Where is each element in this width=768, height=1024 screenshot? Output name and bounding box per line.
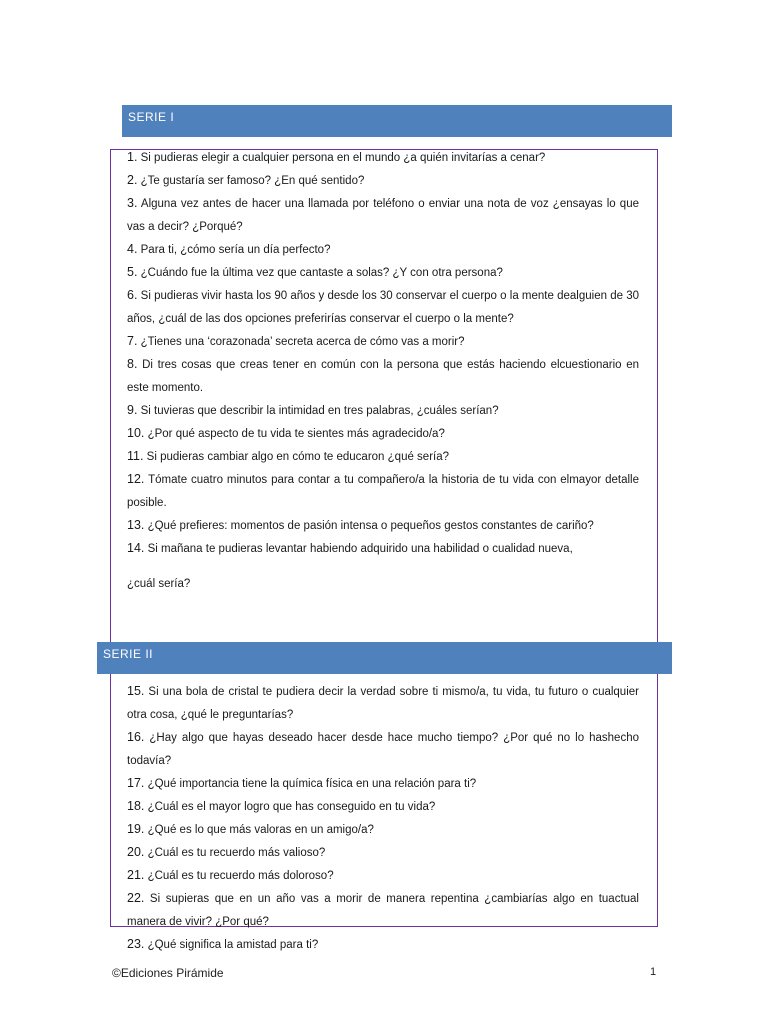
question-text: ¿cuál sería? xyxy=(127,578,191,590)
question-text: Si una bola de cristal te pudiera decir la verdad sobre ti mismo/a, tu vida, tu futuro o cualquier otra cosa, ¿qué le preguntarías? xyxy=(127,686,639,721)
question-item xyxy=(127,238,639,262)
question-number: 8. xyxy=(127,357,138,371)
question-text: Si supieras que en un año vas a morir de manera repentina ¿cambiarías algo en tuactual manera de vivir? ¿Por qué? xyxy=(127,893,639,928)
question-item xyxy=(127,818,639,842)
question-number: 23. xyxy=(127,937,145,951)
serie-1-header xyxy=(122,105,672,137)
serie-2-header xyxy=(97,642,672,674)
question-number: 7. xyxy=(127,334,138,348)
question-text: Si pudieras vivir hasta los 90 años y desde los 30 conservar el cuerpo o la mente dealguien de 30 años, ¿cuál de las dos opciones preferirías conservar el cuerpo o la mente? xyxy=(127,290,639,325)
question-item xyxy=(127,422,639,446)
question-item xyxy=(127,841,639,865)
serie-2-title: SERIE II xyxy=(103,647,154,661)
question-item xyxy=(127,399,639,423)
question-item xyxy=(127,468,639,515)
question-item xyxy=(127,680,639,727)
question-text: ¿Cuándo fue la última vez que cantaste a solas? ¿Y con otra persona? xyxy=(137,267,503,279)
question-item xyxy=(127,284,639,331)
question-text: Tómate cuatro minutos para contar a tu compañero/a la historia de tu vida con elmayor detalle posible. xyxy=(127,474,639,509)
publisher-footer: ©Ediciones Pirámide xyxy=(112,966,224,980)
page-number: 1 xyxy=(650,966,657,978)
question-number: 21. xyxy=(127,868,145,882)
question-number: 14. xyxy=(127,541,145,555)
question-number: 19. xyxy=(127,822,145,836)
question-number: 12. xyxy=(127,472,145,486)
question-item xyxy=(127,887,639,934)
question-text: Si mañana te pudieras levantar habiendo adquirido una habilidad o cualidad nueva, xyxy=(144,543,573,555)
question-item xyxy=(127,572,639,596)
question-text: ¿Por qué aspecto de tu vida te sientes más agradecido/a? xyxy=(144,428,445,440)
question-item xyxy=(127,864,639,888)
question-text: ¿Cuál es el mayor logro que has conseguido en tu vida? xyxy=(144,801,436,813)
question-number: 20. xyxy=(127,845,145,859)
question-item xyxy=(127,726,639,773)
question-text: Si tuvieras que describir la intimidad en tres palabras, ¿cuáles serían? xyxy=(137,405,499,417)
question-number: 1. xyxy=(127,150,138,164)
question-text: ¿Qué es lo que más valoras en un amigo/a? xyxy=(144,824,374,836)
question-item xyxy=(127,146,639,170)
question-item xyxy=(127,353,639,400)
question-item xyxy=(127,330,639,354)
question-text: ¿Qué prefieres: momentos de pasión intensa o pequeños gestos constantes de cariño? xyxy=(144,520,594,532)
question-item xyxy=(127,514,639,538)
question-number: 22. xyxy=(127,891,145,905)
question-number: 5. xyxy=(127,265,138,279)
question-text: Si pudieras elegir a cualquier persona en el mundo ¿a quién invitarías a cenar? xyxy=(137,152,546,164)
question-number: 16. xyxy=(127,730,145,744)
question-text: Di tres cosas que creas tener en común con la persona que estás haciendo elcuestionario en este momento. xyxy=(127,359,639,394)
question-number: 18. xyxy=(127,799,145,813)
question-text: Si pudieras cambiar algo en cómo te educaron ¿qué sería? xyxy=(143,451,450,463)
question-text: ¿Qué importancia tiene la química física en una relación para ti? xyxy=(144,778,477,790)
question-text: ¿Cuál es tu recuerdo más valioso? xyxy=(144,847,326,859)
question-text: ¿Te gustaría ser famoso? ¿En qué sentido? xyxy=(137,175,365,187)
question-item xyxy=(127,445,639,469)
question-number: 4. xyxy=(127,242,138,256)
question-number: 3. xyxy=(127,196,138,210)
question-text: ¿Cuál es tu recuerdo más doloroso? xyxy=(144,870,334,882)
question-number: 10. xyxy=(127,426,145,440)
question-item xyxy=(127,795,639,819)
serie-1-title: SERIE I xyxy=(128,110,175,124)
question-text: Para ti, ¿cómo sería un día perfecto? xyxy=(137,244,331,256)
question-text: ¿Hay algo que hayas deseado hacer desde hace mucho tiempo? ¿Por qué no lo hashecho todavía? xyxy=(127,732,639,767)
question-number: 15. xyxy=(127,684,145,698)
question-number: 13. xyxy=(127,518,145,532)
question-text: ¿Qué significa la amistad para ti? xyxy=(144,939,319,951)
question-number: 2. xyxy=(127,173,138,187)
question-item xyxy=(127,537,639,561)
question-number: 11. xyxy=(127,449,144,463)
question-number: 6. xyxy=(127,288,138,302)
question-item xyxy=(127,261,639,285)
question-text: Alguna vez antes de hacer una llamada por teléfono o enviar una nota de voz ¿ensayas lo que vas a decir? ¿Porqué? xyxy=(127,198,639,233)
question-number: 17. xyxy=(127,776,145,790)
question-text: ¿Tienes una ‘corazonada’ secreta acerca de cómo vas a morir? xyxy=(137,336,465,348)
question-item xyxy=(127,772,639,796)
question-item xyxy=(127,933,639,957)
question-item xyxy=(127,192,639,239)
question-number: 9. xyxy=(127,403,138,417)
question-item xyxy=(127,169,639,193)
